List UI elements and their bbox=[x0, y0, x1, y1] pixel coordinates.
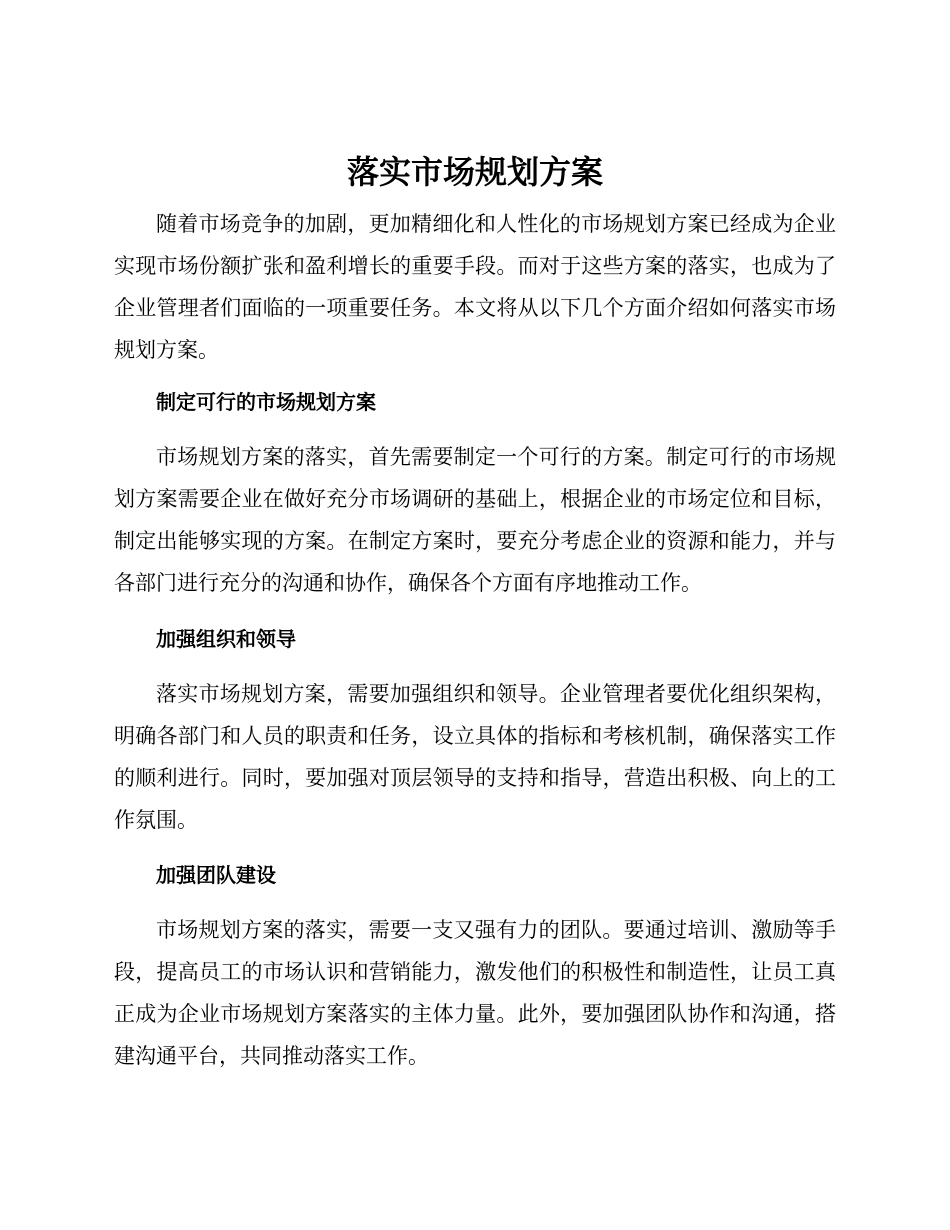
intro-paragraph: 随着市场竞争的加剧，更加精细化和人性化的市场规划方案已经成为企业实现市场份额扩张和盈利增长的重要手段。而对于这些方案的落实，也成为了企业管理者们面临的一项重要任务。本文将从以下几个方面介绍如何落实市场规划方案。 bbox=[114, 212, 836, 362]
section-heading-team-building: 加强团队建设 bbox=[156, 863, 276, 887]
section-heading-feasible-plan: 制定可行的市场规划方案 bbox=[156, 390, 376, 414]
section-body-organization-leadership: 落实市场规划方案，需要加强组织和领导。企业管理者要优化组织架构，明确各部门和人员的职责和任务，设立具体的指标和考核机制，确保落实工作的顺利进行。同时，要加强对顶层领导的支持和指导，营造出积极、向上的工作氛围。 bbox=[114, 682, 836, 832]
section-body-feasible-plan: 市场规划方案的落实，首先需要制定一个可行的方案。制定可行的市场规划方案需要企业在做好充分市场调研的基础上，根据企业的市场定位和目标，制定出能够实现的方案。在制定方案时，要充分考虑企业的资源和能力，并与各部门进行充分的沟通和协作，确保各个方面有序地推动工作。 bbox=[114, 445, 836, 595]
section-heading-organization-leadership: 加强组织和领导 bbox=[156, 627, 296, 651]
document-title: 落实市场规划方案 bbox=[346, 153, 603, 191]
section-body-team-building: 市场规划方案的落实，需要一支又强有力的团队。要通过培训、激励等手段，提高员工的市场认识和营销能力，激发他们的积极性和制造性，让员工真正成为企业市场规划方案落实的主体力量。此外，要加强团队协作和沟通，搭建沟通平台，共同推动落实工作。 bbox=[114, 918, 836, 1068]
